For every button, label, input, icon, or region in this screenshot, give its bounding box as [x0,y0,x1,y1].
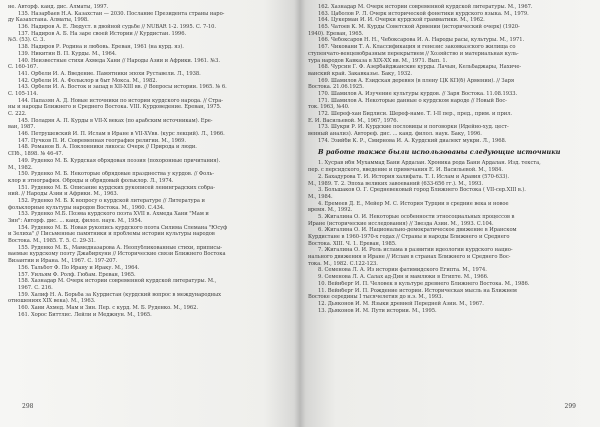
bibliography-line: 145. Поладян А. П. Курды в VII-X веках (по арабским источникам). Ере- [18,117,213,124]
bibliography-line: венный анализ). Автореф. дис. ... канд. филол. наук. Баку, 1996. [308,131,482,138]
bibliography-line: 11. Вейнберг И. П. Рождение истории. Историческая мысль на Ближнем [318,287,517,294]
bibliography-line: Византии и Ирана. М., 1967. С. 197-207. [8,258,118,265]
right-page-number: 299 [564,403,576,410]
bibliography-line: №5. (53). С. 3. [8,37,45,44]
bibliography-line: 163. Цаболов Р. Л. Очерк исторической фонетики курдского языка. М., 1979. [318,10,529,17]
bibliography-line: 142. Орбели И. А. Фольклор и быт Моксa. М., 1982. [18,77,158,84]
bibliography-line: 164. Цукерман И. И. Очерки курдской грамматики. М., 1962. [318,17,485,24]
bibliography-line: С. 222. [8,111,27,117]
bibliography-line: ванский край. Закавказье. Баку, 1932. [308,70,413,77]
bibliography-line: 8. Семенова Л. А. Из истории фатимидского Египта. М., 1974. [318,267,487,274]
bibliography-line: тока. М., 1982. С.122-123. [308,260,378,267]
left-page-number: 298 [22,403,34,410]
bibliography-line: М., 1982. [8,164,33,171]
bibliography-line: 146. Петрушевский И. П. Ислам в Иране в VII-XVвв. (курс лекций). Л., 1966. [18,131,225,138]
bibliography-line: 160. Хани Ахмед. Мам и Зин. Пер. с курд. М. Б. Руденко. М., 1962. [18,304,199,311]
bibliography-line: время. М., 1992. [308,207,353,214]
bibliography-line: тура народов Кавказа в XIX-XX вв. М., 1971. Вып. 1. [308,57,448,64]
bibliography-line: 158. Хазнадар М. Очерк истории современной курдской литературы. М., [18,278,217,285]
bibliography-line: 157. Уильям Ф. Ролф. Гюбам. Ереван, 1965. [18,271,136,278]
bibliography-line: 171. Шамилов А. Некоторые данные о курдском народе // Новый Вос- [318,97,507,104]
bibliography-line: Востока. 21.06.1925. [308,84,364,91]
section-heading: В работе также были использованы следующие источники [318,148,561,157]
bibliography-line: ваемые курдскому поэту Джабирхуни // Исторические связи Ближнего Востока [8,251,226,258]
bibliography-line: С. 105-114. [8,90,38,97]
bibliography-line: нального движения в Иране // Ислам в странах Ближнего и Среднего Вос- [308,254,511,261]
bibliography-line: 141. Орбели И. А. Введение. Памятники эпохи Руставели. Л., 1938. [18,70,201,77]
bibliography-line: М., 1984. [308,193,333,200]
bibliography-line: 169. Шамилов А. Езидская деревня (в плену ЦК КП(б) Армении). // Заря [318,77,515,84]
bibliography-line: 147. Пучков П. И. Современная география религии. М., 1969. [18,137,186,144]
bibliography-line: 168. Чурсин Г. Ф. Азербайджанские курды. Лачын, Кельбаджары, Нахиче- [318,64,522,71]
bibliography-line: 144. Папазян А. Д. Новые источники по истории курдского народа. // Стра- [18,97,223,104]
left-bibliography-list [8,4,294,318]
bibliography-line: М., 1989. Т. 2. Эпоха великих завоеваний (633-656 гг.). М., 1993. [308,180,483,187]
bibliography-line: 155. Руденко М. Б., Мамедназарова А. Неопубликованные стихи, приписы- [18,244,223,251]
bibliography-line: 139. Никитин В. П. Курды. М., 1964. [18,50,117,57]
bibliography-line: 2. Бахадурова Т. И. История халифата. Т. I. Ислам и Аравия (570-633). [318,173,509,180]
bibliography-line: 9. Семенова Л. А. Салах ад-Дин и мамлюки в Египте. М., 1966. [318,274,489,281]
bibliography-line: Е. И. Васильевой. М., 1967, 1976. [308,117,399,124]
bibliography-line: 149. Руденко М. Б. Курдская обрядовая поэзия (похоронные причитания). [18,157,221,164]
bibliography-line: 7. Жигалина О. И. Роль ислама в развитии идеологии курдского нацио- [318,247,513,254]
bibliography-line: 12. Дьяконов И. М. Языки древней Передней Азии. М., 1967. [318,300,484,307]
bibliography-line: 151. Руденко М. Б. Описание курдских рукописей ленинградских собра- [18,184,215,191]
bibliography-line: 3. Большаков О. Г. Средневековый город Ближнего Востока ( VII-сер.XIII в.). [318,187,526,194]
bibliography-line: 135. Назарбаев Н.А. Казахстан — 2030. Послание Президента страны наро- [18,10,225,17]
bibliography-line: не. Авторф. канд. дис. Алматы, 1997. [8,4,109,10]
bibliography-line: 156. Тальбот Ф. По Ирану и Ираку. М., 1964. [18,264,140,271]
left-page [8,4,294,414]
bibliography-line: Зин": Авторф. дис. ... канд. филол. наук. М., 1954. [8,218,143,224]
bibliography-line: Иране (исторические исследования) // Звезда Азии. М., 1993. С.104. [308,220,494,227]
bibliography-line: ду Казахстана. Алматы, 1998. [8,17,89,24]
bibliography-line: ний. // Народы Азии и Африки. М., 1963. [8,191,119,198]
right-page [308,4,594,414]
bibliography-line: Востока. М., 1985. Т. 5. С. 29-31. [8,238,96,245]
bibliography-line: клор и этнография. Обряды и обрядовый фольклор. Л., 1974. [8,177,174,184]
bibliography-line: ны и народы Ближнего и Среднего Востока. VIII. Курдоведение. Ереван, 1975. [8,104,222,111]
bibliography-line: 173. Шукри Р. И. Курдские пословицы и поговорки (Идейно-худ. цест- [318,124,509,131]
bibliography-line: 167. Чиковани Т. А. Классификация и генезис заковказского жилища со [318,44,516,51]
bibliography-line: 143. Орбели И. А. Восток и запад в XII-XIII вв. // Вопросы истории. 1965. № 6. [18,84,227,91]
bibliography-line: 1967. С. 216. [18,284,53,291]
bibliography-line: 159. Халиф Н. А. Борьба за Курдистан (курдский вопрос в международных [18,291,222,298]
bibliography-line: СПб., 1898. № 46-47. [8,151,64,158]
bibliography-line: Курдистане в 1960-1970-х годах // Страны и народы Ближнего и Среднего [308,234,510,240]
bibliography-line: Востока. XIII. Ч. 1. Ереван, 1985. [308,240,397,247]
bibliography-line: 1. Хусрав ибн Мухаммад Бани Ардалан. Хроника рода Бани Ардалан. Изд. текста, [318,160,541,167]
bibliography-line: 170. Шамилов А. Изучение культуры курдов. // Заря Востока. 11.08.1933. [318,90,518,97]
bibliography-line: и Зелиха" // Письменные памятники и проблемы истории культуры народов [8,231,215,238]
bibliography-line: 174. Эзийби К. Р., Смирнова И. А. Курдский диалект мукри. Л., 1968. [318,137,507,144]
bibliography-line: фольклорные культуры народов Востока. М., 1960. С.434. [8,204,165,211]
bibliography-line: 162. Хазнадар М. Очерк истории современной курдской литературы. М., 1967. [318,4,533,10]
bibliography-line: 136. Надиров А. Е. Людуст. в двойной судьбе // NUBAR 1-2. 1995. С. 7-10. [18,24,217,31]
bibliography-line: 1940). Ереван, 1965. [308,30,364,37]
bibliography-line: 5. Жигалина О. И. Некоторые особенности этносоциальных процессов в [318,213,515,220]
sources-list [308,160,594,314]
bibliography-line: Востоке середины I тысячелетия до н.э. М., 1993. [308,294,444,301]
bibliography-line: 161. Хорос Биттлис. Лейли и Меджнун. М., 1965. [18,311,152,318]
bibliography-line: отношениях XIX века). М., 1963. [8,298,96,305]
bibliography-line: пер. с персидского, введение и примечания Е. И. Васильевой. М., 1984. [308,167,503,174]
bibliography-line: 165. Чатоев К. М. Курды Советской Армении (исторический очерк) (1920- [318,24,520,31]
bibliography-line: 166. Чебоксаров Н. Н., Чебоксарова И. А. Народы расы, культуры. М., 1971. [318,37,525,44]
bibliography-line: ступенчато-венцевобразным перекрытием // Хозяйство и материальная куль- [308,50,519,57]
bibliography-line: 148. Романов В. А. Поклонники ликоса: Очерк // Природа и люди. [18,144,197,151]
bibliography-line: 10. Вейнберг И. П. Человек в культуре древнего Ближнего Востока. М., 1986. [318,280,530,287]
bibliography-line: 138. Надиров Р. Родина и любовь. Ереван, 1961 (на курд. яз). [18,44,184,51]
bibliography-line: 137. Надиров А. Б. На заре своей Истории // Курдистан. 1996. [18,30,187,37]
bibliography-line: 152. Руденко М. Б. К вопросу о курдской литературе // Литература и [18,197,205,204]
bibliography-line: 6. Жигалина О. И. Национально-демократическое движение в Иранском [318,227,517,234]
bibliography-line: 150. Руденко М. Б. Некоторые обрядовые празднества у курдов. // Фоль- [18,171,214,178]
bibliography-line: 153. Руденко М.Б. Поэма курдского поэта XVII в. Ахмеда Хани "Мам и [18,211,209,218]
bibliography-line: 4. Еремеев Д. Е., Мейер М. С. История Турции в средние века и новое [318,200,509,207]
bibliography-line: 172. Шереф-хан Бидлиси. Шереф-наме. Т. I-II пер., пред., прим. и прил. [318,111,512,117]
bibliography-line: ток. 1963, №40. [308,104,350,111]
bibliography-line: 140. Неизвестные стихи Ахмеда Хани // Народы Азии и Африки. 1961. №3. [18,57,220,64]
right-bibliography-list [308,4,594,144]
bibliography-line: С. 160-167. [8,64,38,71]
bibliography-line: 154. Руденко М. Б. Новая рукопись курдского поэта Силима Слемана "Юсуф [18,224,228,231]
bibliography-line: ван, 1987. [8,124,36,131]
bibliography-line: 13. Дьяконов И. М. Пути истории. М., 1995. [318,307,437,314]
